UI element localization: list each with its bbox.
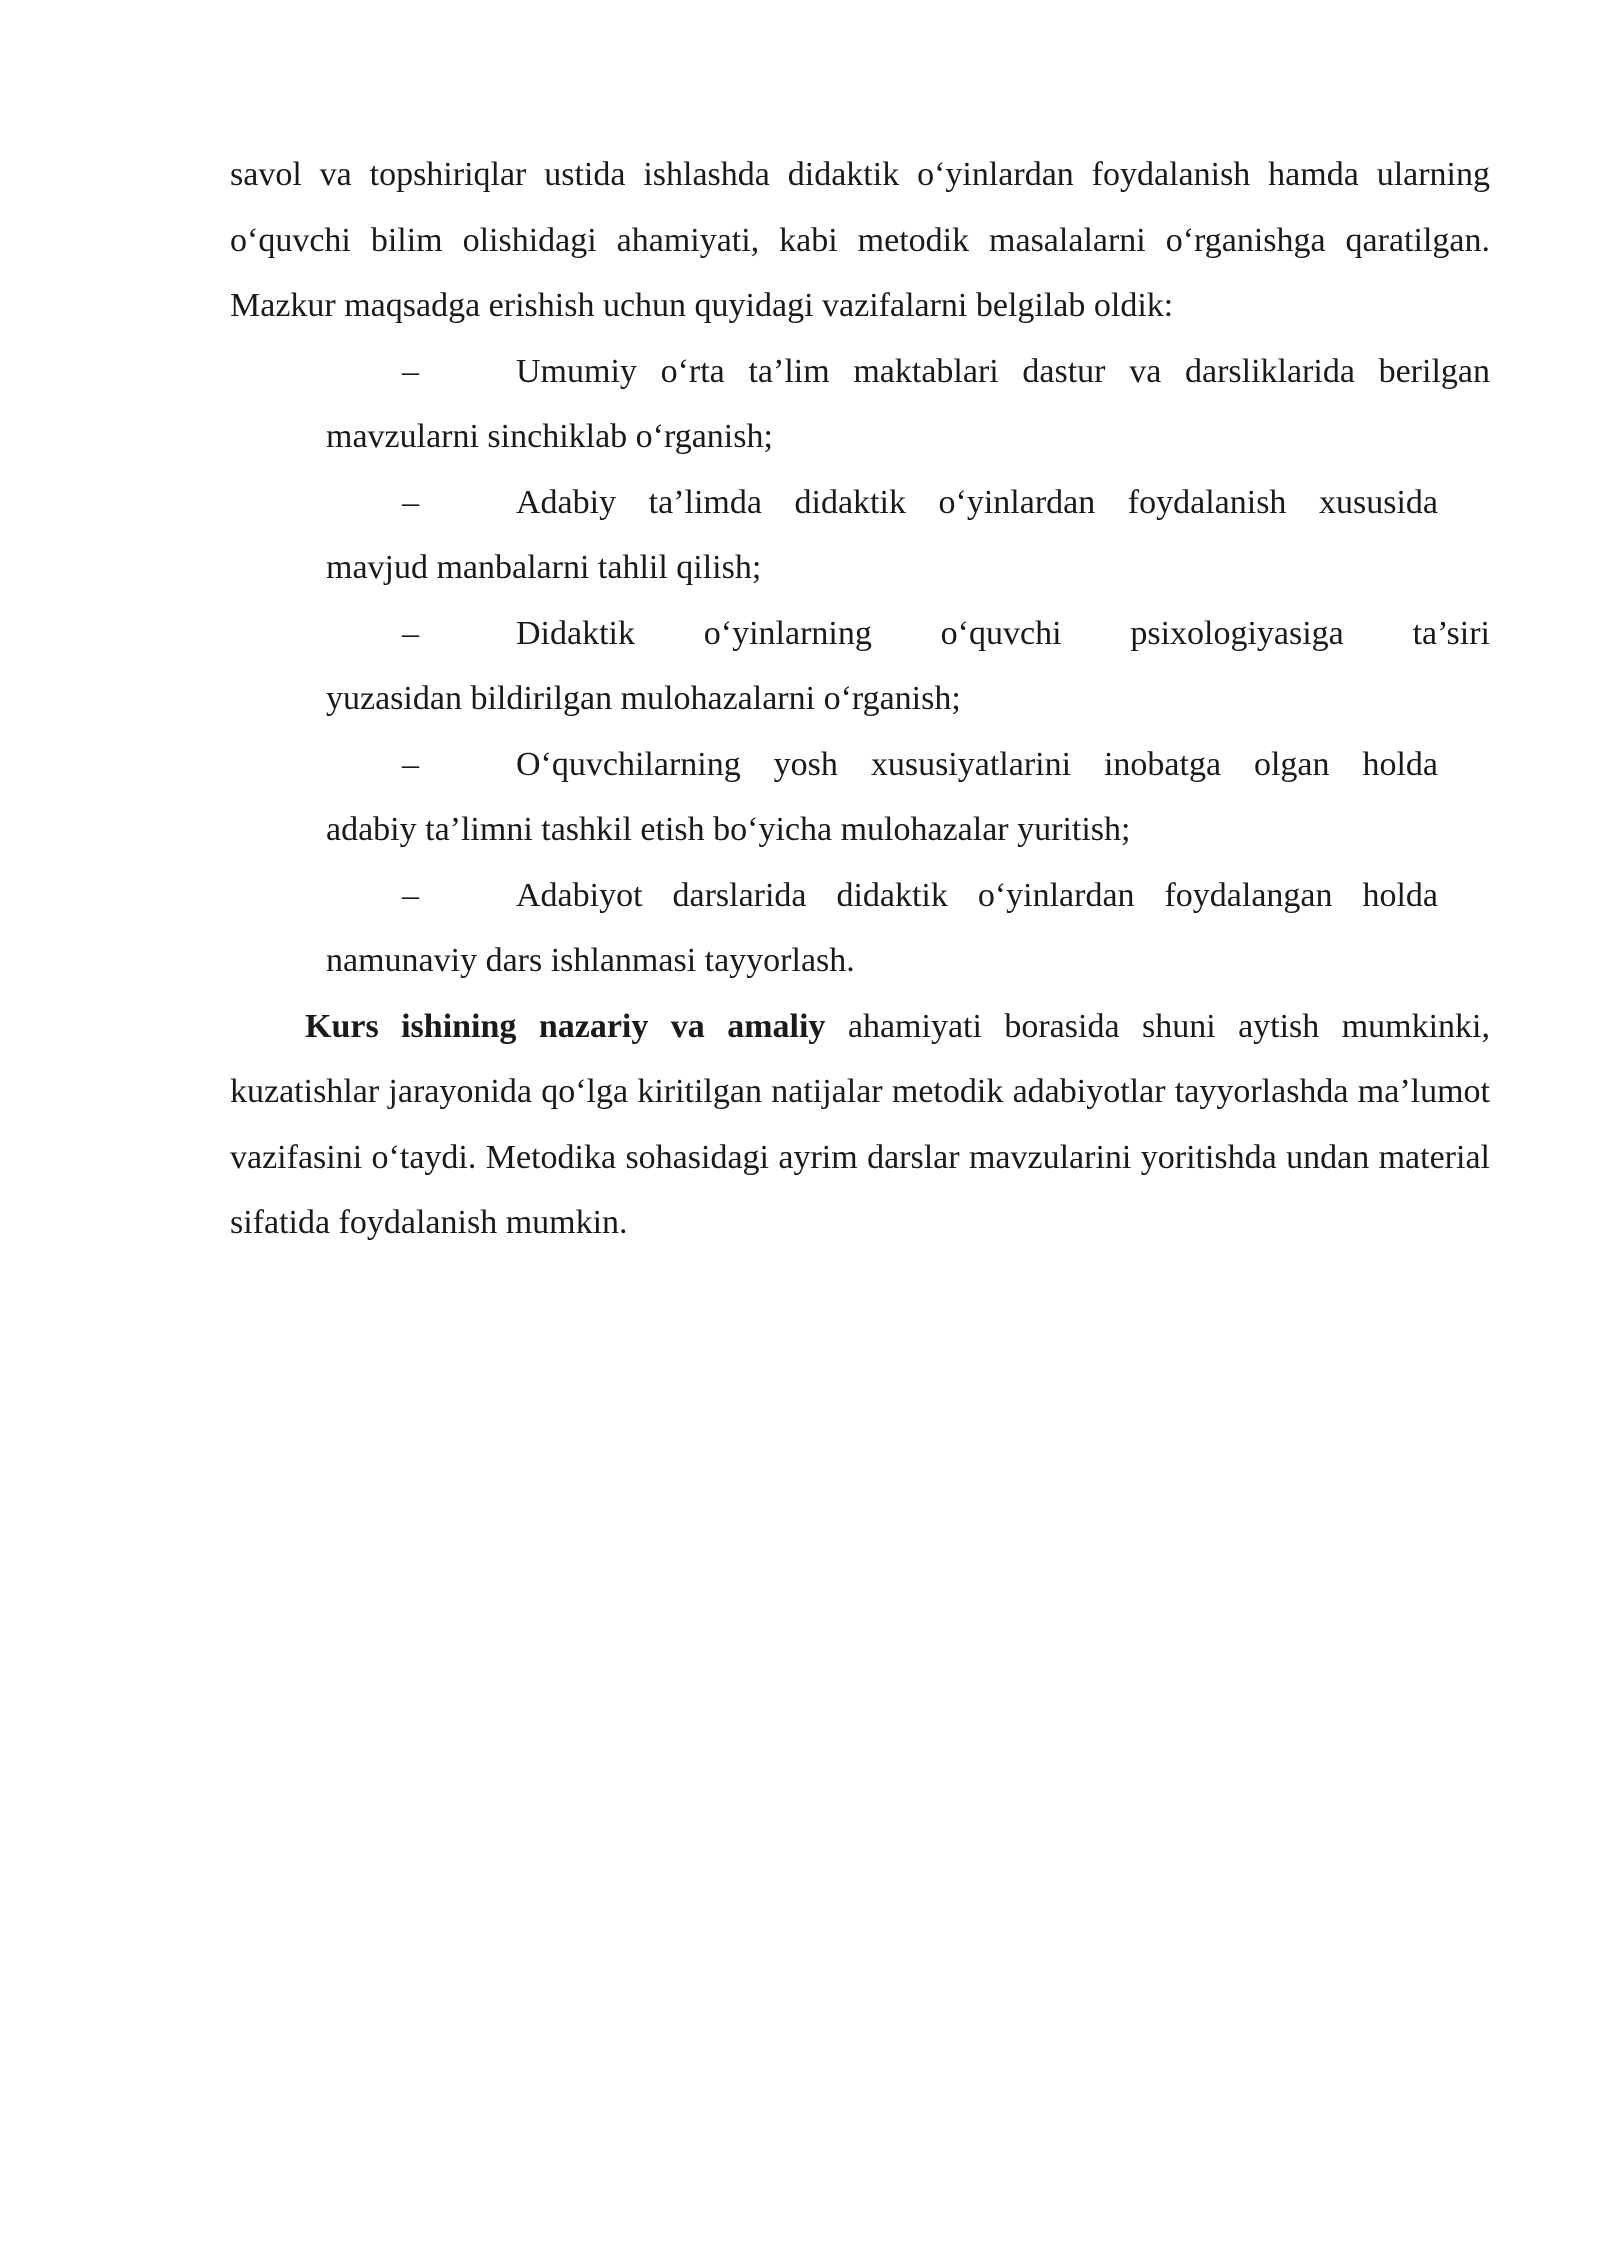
- list-item-first-line: [326, 601, 1490, 667]
- intro-paragraph: savol va topshiriqlar ustida ishlashda didaktik o‘yinlardan foydalanish hamda ularning o‘quvchi bilim olishidagi ahamiyati, kabi metodik masalalarni o‘rganishga qaratilgan. Mazkur maqsadga erishish uchun quyidagi vazifalarni belgilab oldik:: [230, 156, 1490, 324]
- list-item-first-line: [326, 470, 1438, 536]
- list-item-continuation: namunaviy dars ishlanmasi tayyorlash.: [326, 942, 855, 979]
- list-item: [230, 732, 1490, 863]
- list-item-first-line: [326, 339, 1490, 405]
- document-page: [230, 142, 1490, 1256]
- list-item-continuation: mavzularni sinchiklab o‘rganish;: [326, 418, 773, 455]
- list-item-continuation: adabiy ta’limni tashkil etish bo‘yicha mulohazalar yuritish;: [326, 811, 1131, 848]
- significance-heading: Kurs ishining nazariy va amaliy: [305, 1007, 826, 1045]
- significance-paragraph: [230, 994, 1490, 1256]
- list-item-text: Umumiy o‘rta ta’lim maktablari dastur va darsliklarida berilgan: [516, 352, 1490, 390]
- list-item-continuation: mavjud manbalarni tahlil qilish;: [326, 549, 762, 586]
- dash-bullet: –: [402, 483, 419, 521]
- list-item-text: Adabiy ta’limda didaktik o‘yinlardan foydalanish xususida: [516, 483, 1438, 521]
- list-item: [230, 601, 1490, 732]
- list-item-first-line: [326, 732, 1438, 798]
- list-item: [230, 470, 1490, 601]
- list-item-text: O‘quvchilarning yosh xususiyatlarini inobatga olgan holda: [516, 745, 1438, 783]
- list-item-text: Didaktik o‘yinlarning o‘quvchi psixologiyasiga ta’siri: [516, 614, 1490, 652]
- list-item-continuation: yuzasidan bildirilgan mulohazalarni o‘rganish;: [326, 680, 961, 717]
- list-item-text: Adabiyot darslarida didaktik o‘yinlardan foydalangan holda: [516, 876, 1438, 914]
- list-item: [230, 863, 1490, 994]
- dash-bullet: –: [402, 352, 419, 390]
- task-list: [230, 339, 1490, 994]
- dash-bullet: –: [402, 876, 419, 914]
- significance-text: ahamiyati borasida shuni aytish mumkinki, kuzatishlar jarayonida qo‘lga kiritilgan natijalar metodik adabiyotlar tayyorlashda ma’lumot vazifasini o‘taydi. Metodika sohasidagi ayrim darslar mavzularini yoritishda undan material sifatida foydalanish mumkin.: [230, 1007, 1490, 1241]
- dash-bullet: –: [402, 745, 419, 783]
- list-item-first-line: [326, 863, 1438, 929]
- dash-bullet: –: [402, 614, 419, 652]
- list-item: [230, 339, 1490, 470]
